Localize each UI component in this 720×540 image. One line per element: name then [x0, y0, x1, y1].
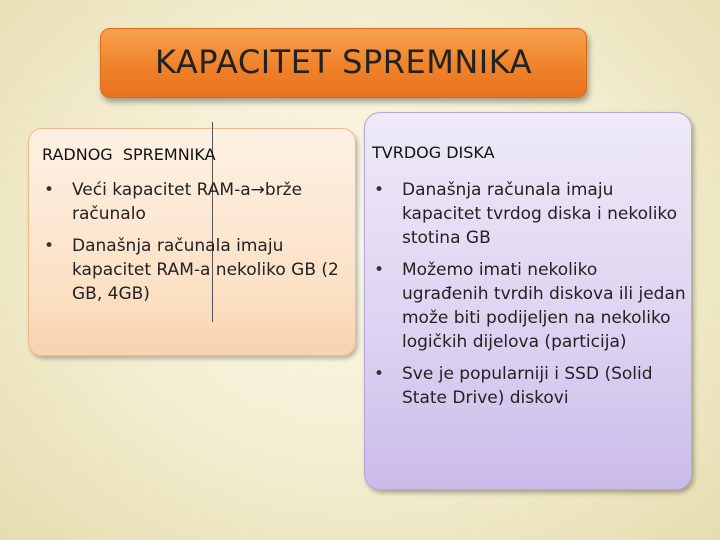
left-panel-heading: RADNOG SPREMNIKA [42, 145, 216, 164]
list-item: • Sve je popularniji i SSD (Solid State Drive) diskovi [372, 362, 686, 410]
slide-title: KAPACITET SPREMNIKA [154, 43, 532, 81]
arrow-right-icon: → [250, 180, 265, 200]
title-banner [100, 28, 587, 98]
list-item: • Današnja računala imaju kapacitet RAM-a nekoliko GB (2 GB, 4GB) [42, 234, 352, 306]
bullet-text: Veći kapacitet RAM-a [72, 180, 251, 200]
bullet-text: brže računalo [72, 180, 303, 224]
list-item [42, 178, 352, 226]
list-item: • Današnja računala imaju kapacitet tvrdog diska i nekoliko stotina GB [372, 178, 686, 250]
right-bullet-list [372, 178, 686, 418]
right-panel-heading: TVRDOG DISKA [372, 143, 495, 162]
list-item: • Možemo imati nekoliko ugrađenih tvrdih diskova ili jedan može biti podijeljen na nekoliko logičkih dijelova (particija) [372, 258, 686, 354]
left-bullet-list [42, 178, 352, 314]
